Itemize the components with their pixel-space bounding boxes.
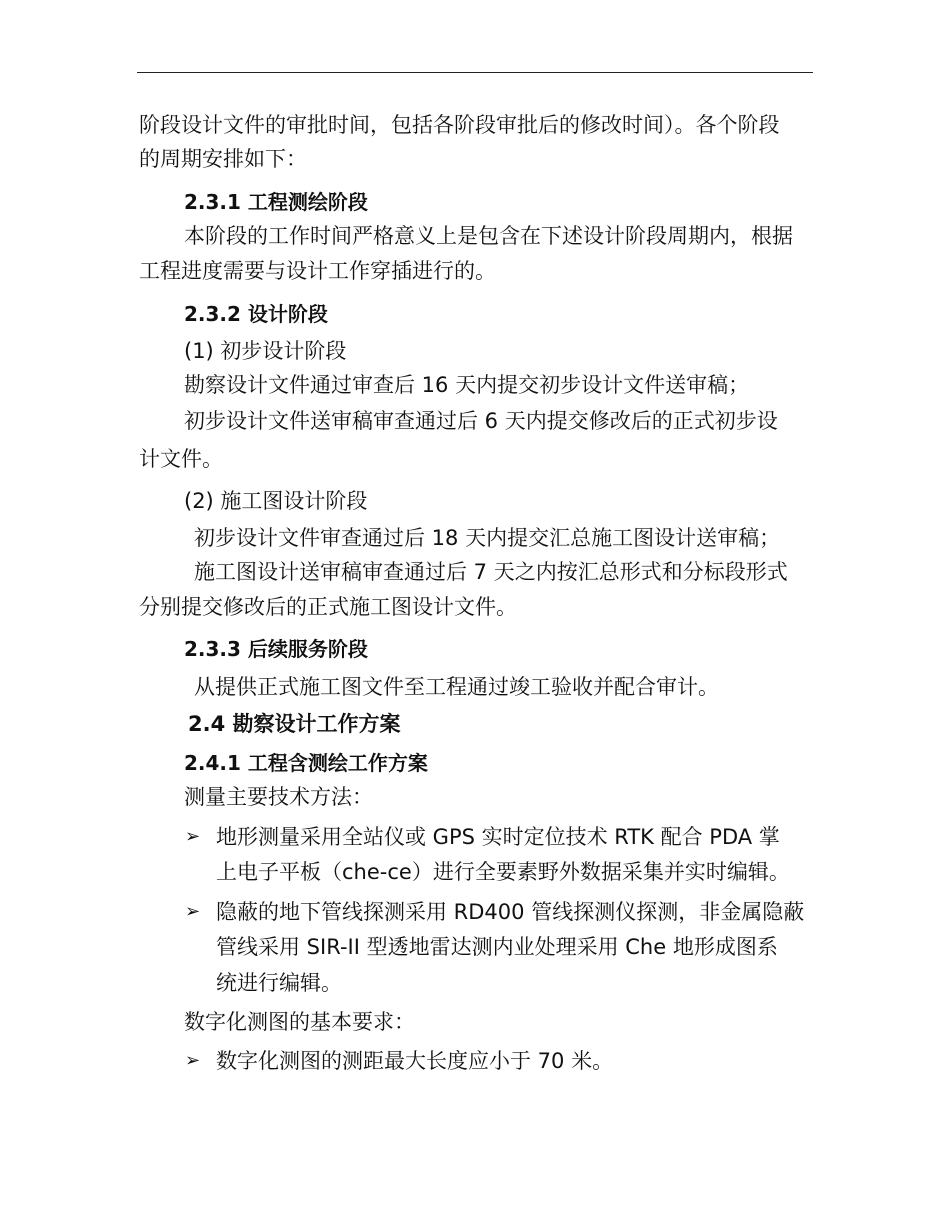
para-line: 勘察设计文件通过审查后 16 天内提交初步设计文件送审稿； <box>184 373 750 397</box>
section-heading-2-4: 2.4 勘察设计工作方案 <box>188 712 401 736</box>
para-line: 测量主要技术方法： <box>184 785 373 809</box>
para-line: 初步设计文件审查通过后 18 天内提交汇总施工图设计送审稿； <box>194 526 781 550</box>
subsection-heading: (2) 施工图设计阶段 <box>184 489 368 513</box>
bullet-item-line: 统进行编辑。 <box>216 971 342 995</box>
para-line: 的周期安排如下： <box>139 147 307 171</box>
para-line: 阶段设计文件的审批时间，包括各阶段审批后的修改时间）。各个阶段 <box>139 113 780 137</box>
para-line: 工程进度需要与设计工作穿插进行的。 <box>139 259 496 283</box>
section-heading-2-3-3: 2.3.3 后续服务阶段 <box>184 637 368 661</box>
bullet-arrow-icon: ➢ <box>185 901 201 922</box>
para-line: 初步设计文件送审稿审查通过后 6 天内提交修改后的正式初步设 <box>184 409 778 433</box>
section-heading-2-4-1: 2.4.1 工程含测绘工作方案 <box>184 751 428 775</box>
header-rule <box>137 72 813 73</box>
bullet-item-line: 地形测量采用全站仪或 GPS 实时定位技术 RTK 配合 PDA 掌 <box>216 825 780 849</box>
para-line: 本阶段的工作时间严格意义上是包含在下述设计阶段周期内，根据 <box>184 224 793 248</box>
section-heading-2-3-1: 2.3.1 工程测绘阶段 <box>184 190 368 214</box>
para-line: 数字化测图的基本要求： <box>184 1010 415 1034</box>
bullet-item-line: 管线采用 SIR-II 型透地雷达测内业处理采用 Che 地形成图系 <box>216 935 778 959</box>
bullet-item-line: 隐蔽的地下管线探测采用 RD400 管线探测仪探测，非金属隐蔽 <box>216 900 805 924</box>
para-line: 施工图设计送审稿审查通过后 7 天之内按汇总形式和分标段形式 <box>194 560 788 584</box>
bullet-arrow-icon: ➢ <box>185 1050 201 1071</box>
para-line: 分别提交修改后的正式施工图设计文件。 <box>139 595 517 619</box>
bullet-item-line: 数字化测图的测距最大长度应小于 70 米。 <box>216 1049 614 1073</box>
para-line: 计文件。 <box>139 447 223 471</box>
subsection-heading: (1) 初步设计阶段 <box>184 339 347 363</box>
bullet-item-line: 上电子平板（che-ce）进行全要素野外数据采集并实时编辑。 <box>216 860 790 884</box>
para-line: 从提供正式施工图文件至工程通过竣工验收并配合审计。 <box>194 675 719 699</box>
section-heading-2-3-2: 2.3.2 设计阶段 <box>184 302 328 326</box>
bullet-arrow-icon: ➢ <box>185 826 201 847</box>
